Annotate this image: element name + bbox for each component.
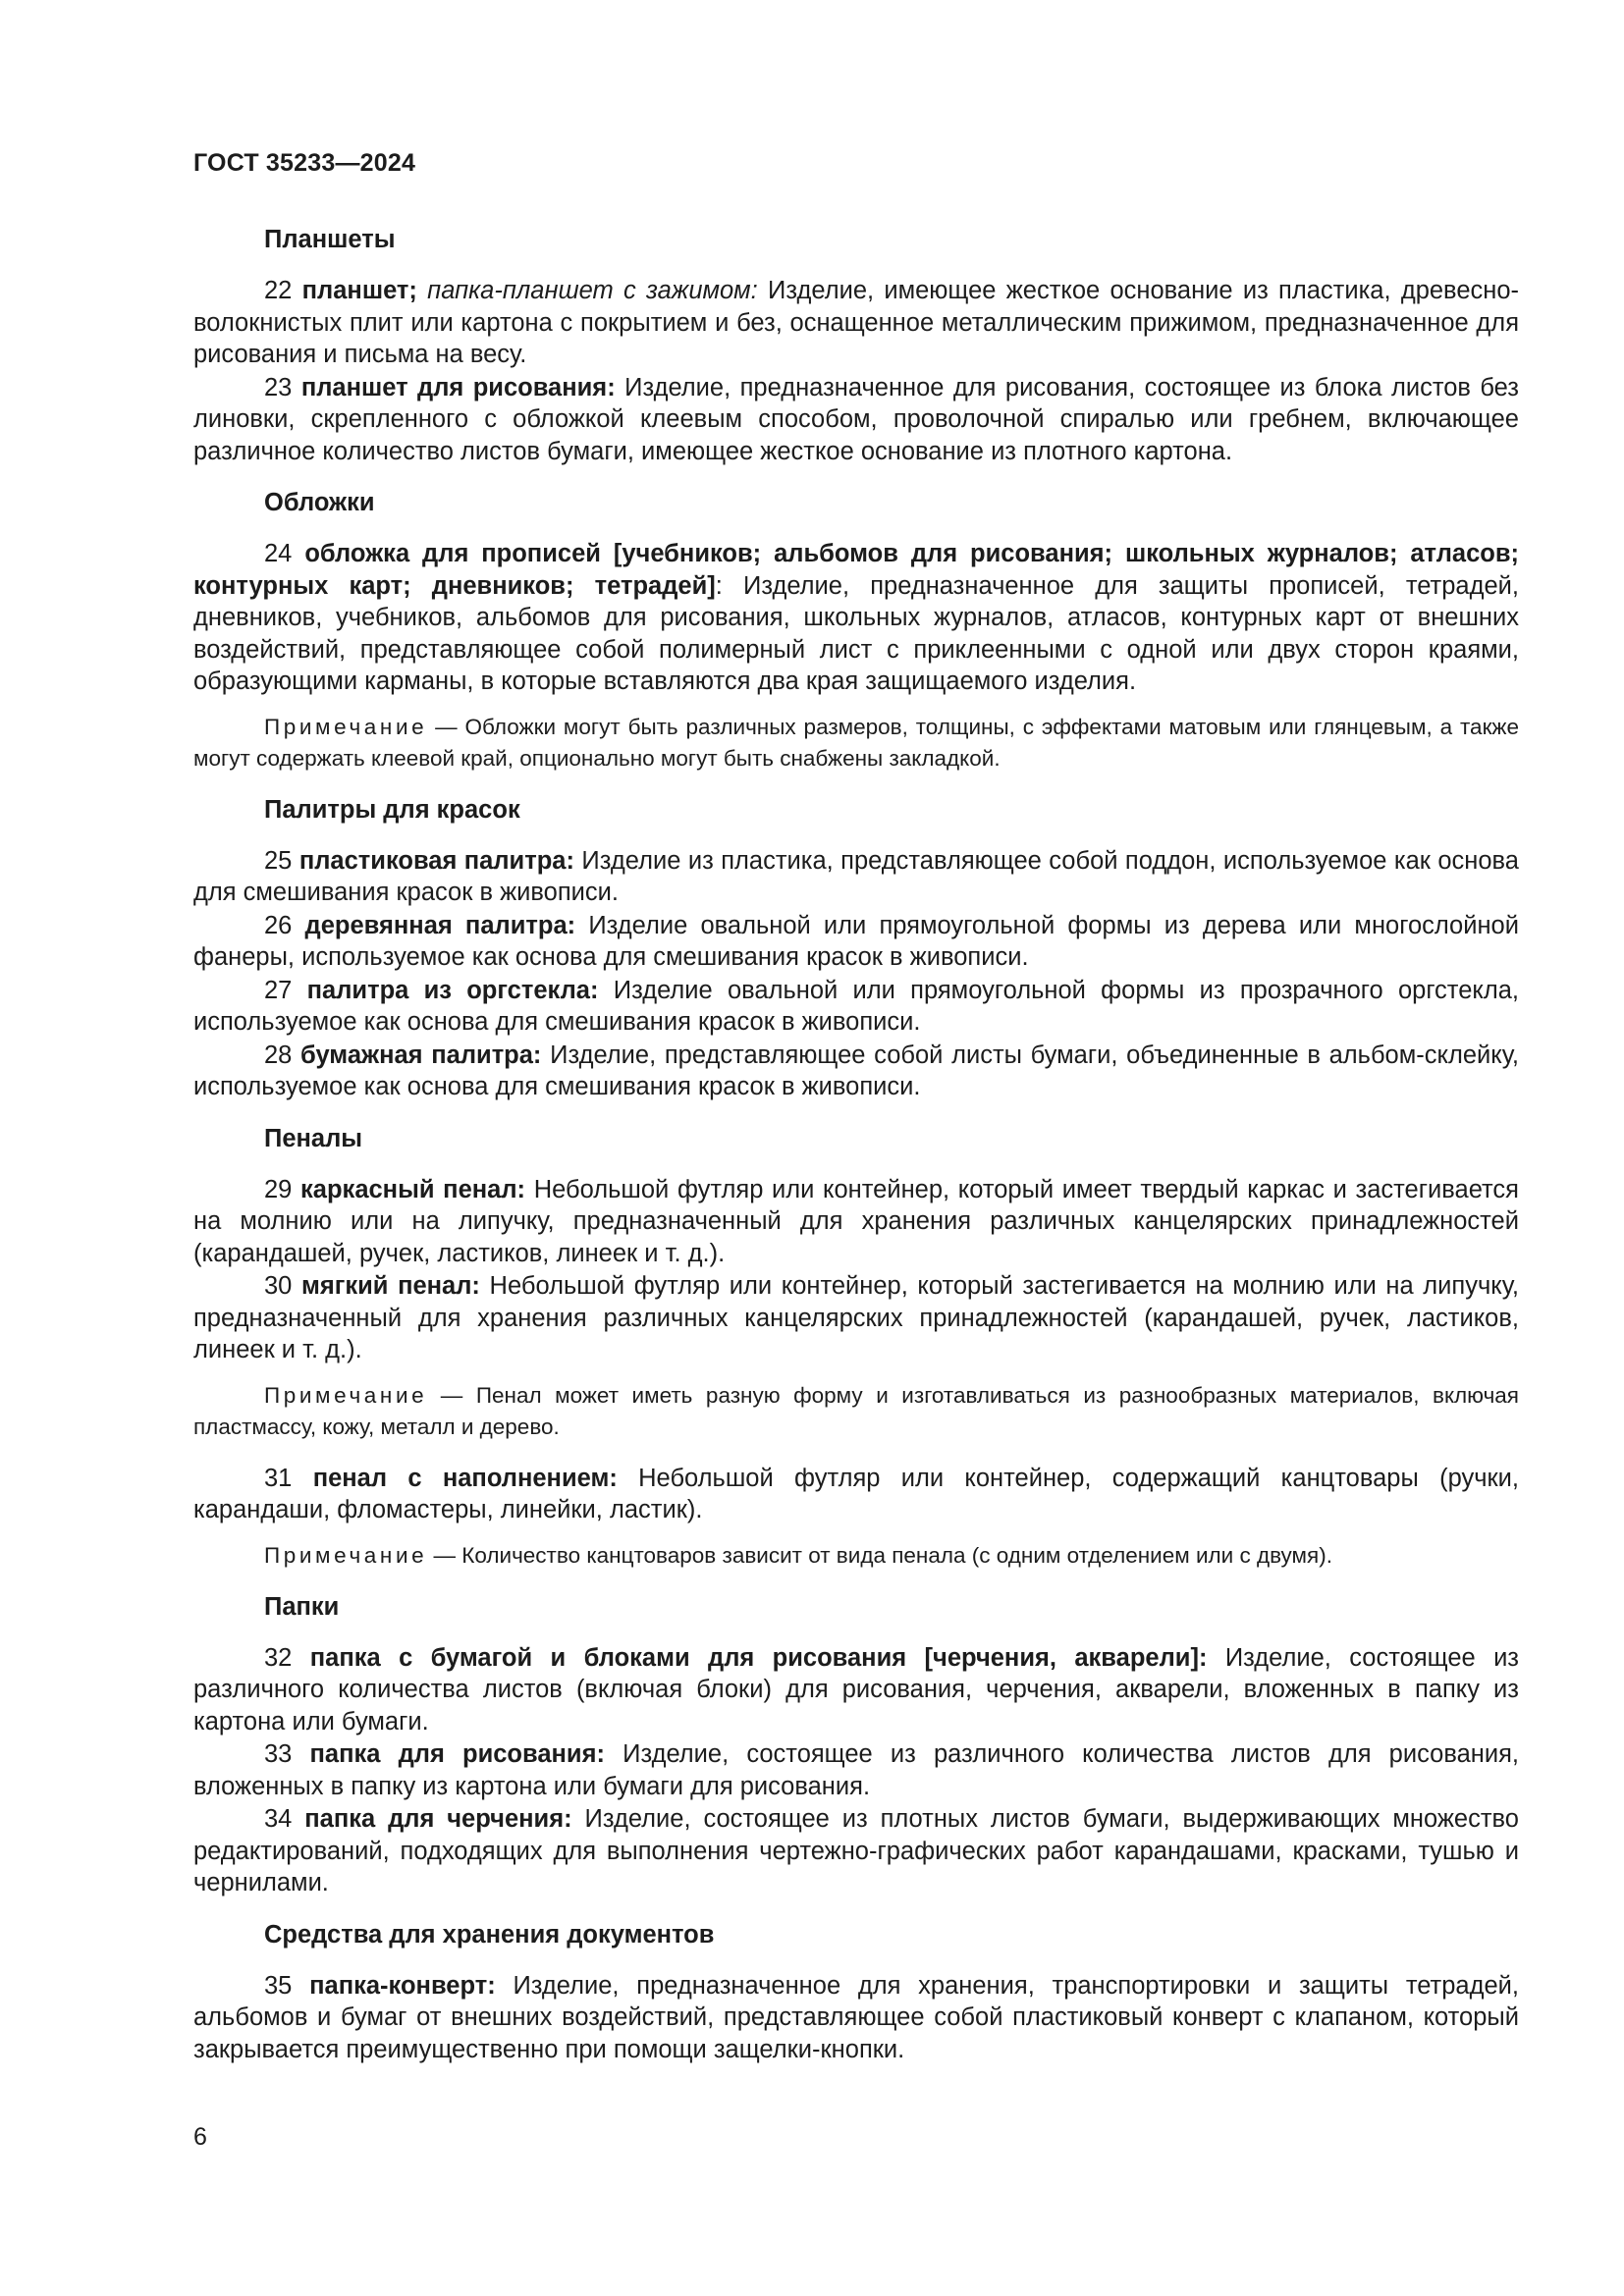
note (193, 712, 1519, 774)
term-name: бумажная палитра: (300, 1041, 542, 1069)
term-definition: Изделие, состоящее из плотных листов бумаги, выдерживающих множество редактирований, подходящих для выполнения чертежно-графических работ карандашами, красками, тушью и чернилами. (193, 1805, 1519, 1896)
term-number: 23 (264, 373, 293, 401)
term-number: 26 (264, 911, 293, 939)
section-heading: Планшеты (264, 226, 396, 253)
term-entry-22 (193, 275, 1519, 371)
term-entry-31 (193, 1463, 1519, 1526)
term-name: пластиковая палитра: (298, 846, 574, 875)
note-label: Примечание (264, 1542, 428, 1568)
term-name: папка-конверт: (309, 1971, 496, 2000)
term-number: 29 (264, 1175, 293, 1203)
term-entry-33 (193, 1738, 1519, 1802)
term-name: папка для черчения: (304, 1805, 572, 1833)
term-number: 32 (264, 1643, 293, 1672)
page-number: 6 (193, 2123, 207, 2151)
term-definition: Изделие, состоящее из различного количества листов (включая блоки) для рисования, черчения, акварели, вложенных в папку из картона или бумаги. (193, 1643, 1519, 1735)
term-number: 35 (264, 1971, 293, 2000)
term-entry-23 (193, 372, 1519, 468)
term-entry-30 (193, 1270, 1519, 1366)
term-name: пенал с наполнением: (312, 1464, 618, 1492)
term-number: 33 (264, 1740, 293, 1768)
section-heading: Обложки (264, 489, 375, 516)
term-number: 34 (264, 1805, 293, 1833)
term-name: мягкий пенал: (300, 1272, 480, 1300)
term-number: 22 (264, 277, 293, 304)
term-definition: Изделие овальной или прямоугольной формы из прозрачного оргстекла, используемое как основа для смешивания красок в живописи. (193, 976, 1519, 1036)
term-number: 30 (264, 1272, 293, 1300)
term-definition: Небольшой футляр или контейнер, который застегивается на молнию или на липучку, предназначенный для хранения различных канцелярских принадлежностей (карандашей, ручек, ластиков, линеек и т. д.). (193, 1272, 1519, 1363)
term-number: 25 (264, 846, 293, 875)
term-definition: Изделие овальной или прямоугольной формы из дерева или многослойной фанеры, используемое как основа для смешивания красок в живописи. (193, 911, 1519, 971)
term-definition: Изделие, представляющее собой листы бумаги, объединенные в альбом-склейку, используемое как основа для смешивания красок в живописи. (193, 1041, 1519, 1100)
term-name: палитра из оргстекла: (306, 976, 599, 1004)
term-number: 24 (264, 540, 293, 567)
section-heading: Палитры для красок (264, 795, 520, 824)
term-entry-25 (193, 845, 1519, 909)
note (193, 1380, 1519, 1443)
term-entry-26 (193, 910, 1519, 974)
term-number: 27 (264, 976, 293, 1004)
term-definition: Изделие, состоящее из различного количества листов для рисования, вложенных в папку из картона или бумаги для рисования. (193, 1740, 1519, 1800)
note-text: — Пенал может иметь разную форму и изготавливаться из разнообразных материалов, включая пластмассу, кожу, металл и дерево. (193, 1382, 1519, 1439)
note-label: Примечание (264, 714, 428, 739)
term-synonym: папка-планшет с зажимом: (427, 277, 758, 304)
term-number: 28 (264, 1041, 293, 1069)
section-heading: Средства для хранения документов (264, 1920, 715, 1949)
note-text: — Количество канцтоваров зависит от вида пенала (с одним отделением или с двумя). (433, 1542, 1332, 1568)
term-definition: Изделие из пластика, представляющее собой поддон, используемое как основа для смешивания красок в живописи. (193, 846, 1519, 906)
note-text: — Обложки могут быть различных размеров, толщины, с эффектами матовым или глянцевым, а также могут содержать клеевой край, опционально могут быть снабжены закладкой. (193, 714, 1519, 771)
term-definition: Изделие, имеющее жесткое основание из пластика, древесно-волокнистых плит или картона с покрытием и без, оснащенное металлическим прижимом, предназначенное для рисования и письма на весу. (193, 277, 1520, 368)
term-definition: Небольшой футляр или контейнер, который имеет твердый каркас и застегивается на молнию или на липучку, предназначенный для хранения различных канцелярских принадлежностей (карандашей, ручек, ластиков, линеек и т. д.). (193, 1175, 1519, 1267)
term-entry-34 (193, 1803, 1519, 1899)
term-definition: Изделие, предназначенное для хранения, транспортировки и защиты тетрадей, альбомов и бумаг от внешних воздействий, представляющее собой пластиковый конверт с клапаном, который закрывается преимущественно при помощи защелки-кнопки. (193, 1971, 1519, 2063)
term-name: обложка для прописей [учебников; альбомов для рисования; школьных журналов; атласов; контурных карт; дневников; тетрадей] (193, 540, 1519, 600)
term-definition: Изделие, предназначенное для рисования, состоящее из блока листов без линовки, скрепленного с обложкой клеевым способом, проволочной спиралью или гребнем, включающее различное количество листов бумаги, имеющее жесткое основание из плотного картона. (193, 373, 1519, 465)
term-name: деревянная палитра: (304, 911, 576, 939)
term-entry-27 (193, 975, 1519, 1039)
document-body (193, 224, 1519, 2066)
term-name: планшет; (301, 277, 417, 304)
term-entry-32 (193, 1642, 1519, 1738)
term-entry-29 (193, 1174, 1519, 1270)
note-label: Примечание (264, 1382, 428, 1408)
standard-header: ГОСТ 35233—2024 (193, 149, 416, 177)
section-heading: Папки (264, 1592, 340, 1621)
term-name: папка для рисования: (309, 1740, 605, 1768)
note (193, 1540, 1519, 1572)
term-entry-28 (193, 1040, 1519, 1103)
term-name: папка с бумагой и блоками для рисования [черчения, акварели]: (309, 1643, 1208, 1672)
term-entry-24 (193, 538, 1519, 698)
term-definition: Небольшой футляр или контейнер, содержащий канцтовары (ручки, карандаши, фломастеры, линейки, ластик). (193, 1464, 1519, 1523)
term-name: каркасный пенал: (300, 1175, 526, 1203)
term-definition: : Изделие, предназначенное для защиты прописей, тетрадей, дневников, учебников, альбомов для рисования, школьных журналов, атласов, контурных карт от внешних воздействий, представляющее собой полимерный лист с приклеенными с одной или двух сторон краями, образующими карманы, в которые вставляются два края защищаемого изделия. (193, 571, 1519, 695)
term-number: 31 (264, 1464, 293, 1492)
term-name: планшет для рисования: (300, 373, 616, 401)
term-entry-35 (193, 1970, 1519, 2066)
section-heading: Пеналы (264, 1124, 363, 1152)
